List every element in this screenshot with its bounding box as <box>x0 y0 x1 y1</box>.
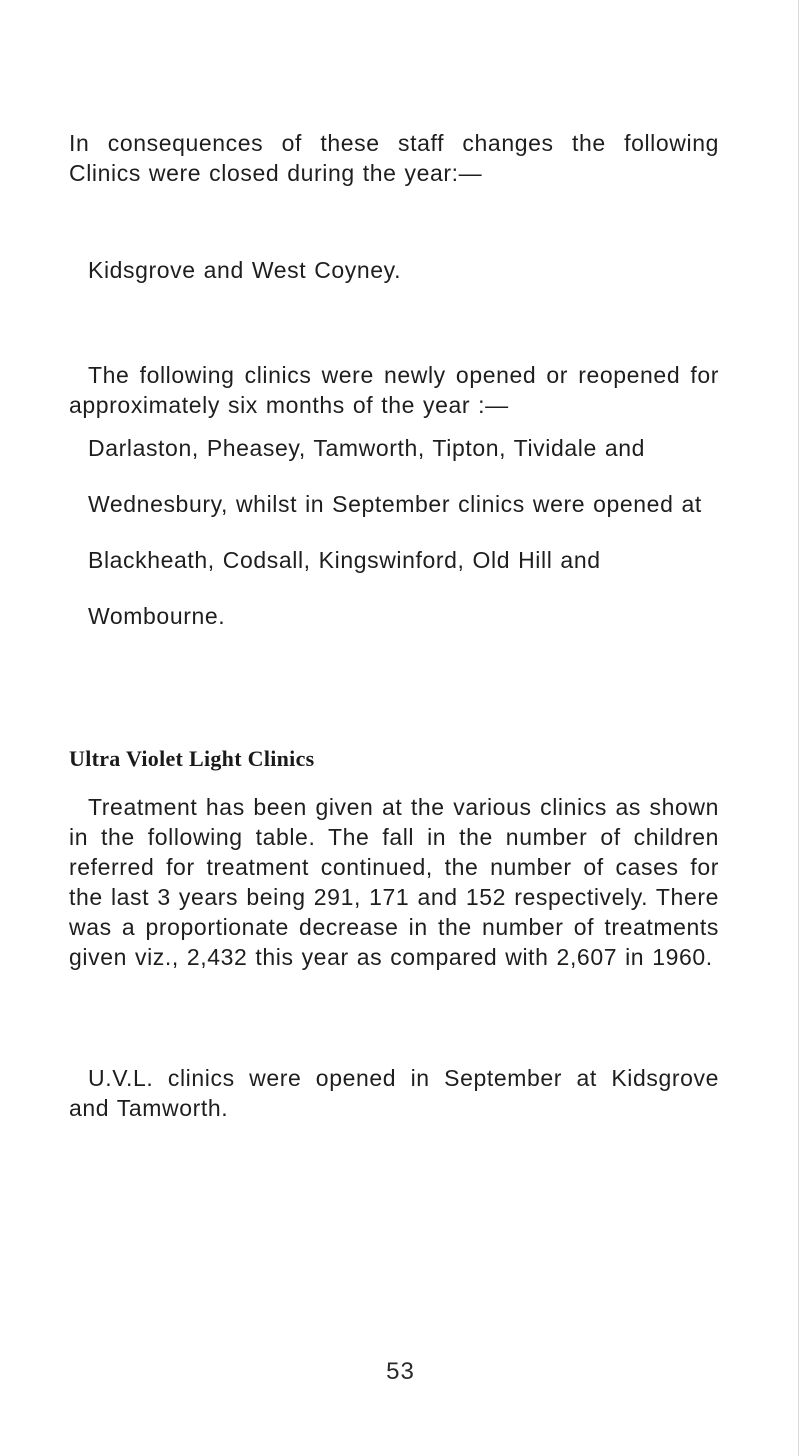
page-number: 53 <box>386 1358 415 1385</box>
treatment-paragraph: Treatment has been given at the various clinics as shown in the following table. The fall in the number of children referred for treatment continued, the number of cases for the last 3 years being 291, 171 and 152 respectively. There was a proportionate decrease in the number of treatments given viz., 2,432 this year as compared with 2,607 in 1960. <box>69 794 719 970</box>
section-heading: Ultra Violet Light Clinics <box>69 746 315 771</box>
opened-clinics-list: Darlaston, Pheasey, Tamworth, Tipton, Tividale and Wednesbury, whilst in September clinics were opened at Blackheath, Codsall, Kingswinford, Old Hill and Wombourne. <box>88 435 702 629</box>
page-edge-divider <box>798 0 799 1456</box>
closed-clinics-list: Kidsgrove and West Coyney. <box>88 257 402 283</box>
closed-clinics-intro: In consequences of these staff changes the following Clinics were closed during the year:— <box>69 130 719 186</box>
uvl-clinics-paragraph: U.V.L. clinics were opened in September at Kidsgrove and Tamworth. <box>69 1065 719 1121</box>
opened-clinics-intro: The following clinics were newly opened or reopened for approximately six months of the year :— <box>69 362 719 418</box>
